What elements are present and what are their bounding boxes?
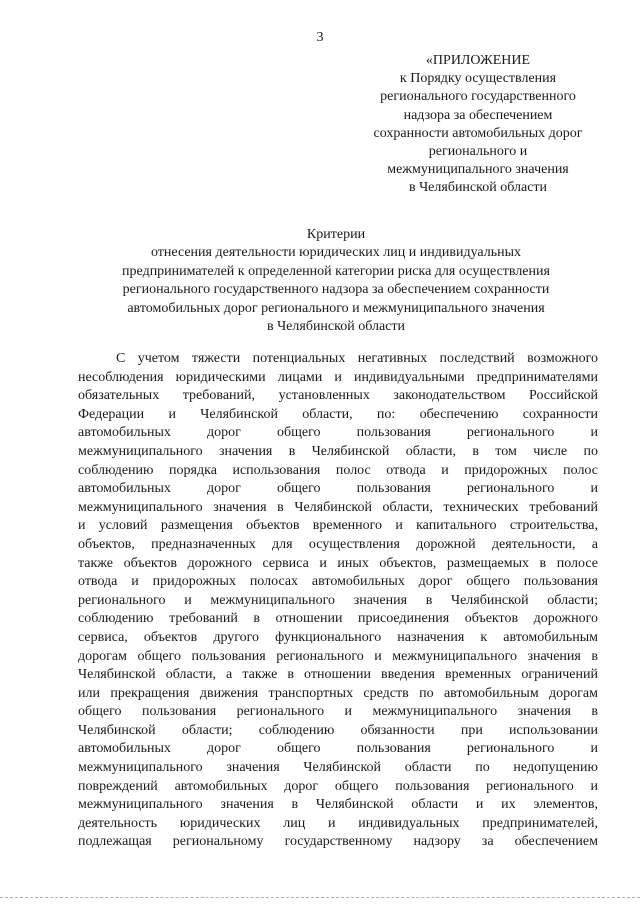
body-line: межмуниципального значения в Челябинской области, в том числе по: [78, 443, 598, 459]
criteria-line: отнесения деятельности юридических лиц и индивидуальных: [150, 245, 522, 261]
body-line: Челябинской области, а также в отношении введения временных ограничений: [78, 667, 598, 683]
body-paragraph: [78, 350, 598, 852]
body-line: автомобильных дорог общего пользования регионального и: [78, 741, 598, 757]
appendix-line: к Порядку осуществления: [399, 71, 557, 87]
criteria-title: [80, 226, 592, 336]
criteria-line: автомобильных дорог регионального и межмуниципального значения: [127, 300, 545, 316]
body-line: регионального и межмуниципального значения в Челябинской области;: [78, 592, 598, 608]
body-line: подлежащая региональному государственному надзору за обеспечением: [78, 834, 598, 850]
criteria-line: предпринимателей к определенной категории риска для осуществления: [122, 263, 550, 279]
body-line: общего пользования регионального и межмуниципального значения в: [78, 704, 598, 720]
body-line: межмуниципального значения в Челябинской области и их элементов,: [78, 797, 598, 813]
body-line: сервиса, объектов другого функционального назначения к автомобильным: [78, 629, 598, 645]
body-line: или прекращения движения транспортных средств по автомобильным дорогам: [78, 685, 598, 701]
body-line: автомобильных дорог общего пользования регионального и: [78, 425, 598, 441]
body-line: деятельность юридических лиц и индивидуальных предпринимателей,: [78, 815, 598, 831]
criteria-line: в Челябинской области: [266, 319, 406, 335]
body-line: также объектов дорожного сервиса и иных объектов, размещаемых в полосе: [78, 555, 598, 571]
body-line: несоблюдения юридическими лицами и индивидуальными предпринимателями: [78, 369, 598, 385]
appendix-line: межмуниципального значения: [387, 162, 569, 178]
body-line: соблюдению требований в отношении присоединения объектов дорожного: [78, 611, 598, 627]
page-number: 3: [316, 30, 324, 45]
appendix-line: «ПРИЛОЖЕНИЕ: [425, 53, 531, 68]
criteria-heading: Критерии: [306, 227, 366, 242]
appendix-line: регионального и: [428, 144, 528, 160]
appendix-line: надзора за обеспечением: [403, 107, 553, 123]
body-line: обязательных требований, установленных законодательством Российской: [78, 388, 598, 404]
criteria-line: регионального государственного надзора за обеспечением сохранности: [122, 282, 550, 298]
body-line: межмуниципального значения Челябинской области по недопущению: [78, 760, 598, 776]
appendix-line: в Челябинской области: [408, 180, 548, 196]
body-line: соблюдению порядка использования полос отвода и придорожных полос: [78, 462, 598, 478]
appendix-header: [352, 52, 604, 198]
body-line: межмуниципального значения в Челябинской области, технических требований: [78, 499, 598, 515]
body-line: повреждений автомобильных дорог общего пользования регионального и: [78, 778, 598, 794]
body-line: отвода и придорожных полосах автомобильных дорог общего пользования: [78, 574, 598, 590]
body-line: объектов, предназначенных для осуществления дорожной деятельности, а: [78, 536, 598, 552]
body-line: Челябинской области; соблюдению обязанности при использовании: [78, 722, 598, 738]
body-line: дорогам общего пользования регионального и межмуниципального значения в: [78, 648, 598, 664]
body-line: и условий размещения объектов временного и капитального строительства,: [78, 518, 598, 534]
appendix-line: регионального государственного: [380, 89, 576, 105]
appendix-line: сохранности автомобильных дорог: [373, 125, 583, 141]
body-line: С учетом тяжести потенциальных негативных последствий возможного: [116, 351, 598, 366]
body-line: Федерации и Челябинской области, по: обеспечению сохранности: [78, 406, 598, 422]
body-line: автомобильных дорог общего пользования регионального и: [78, 481, 598, 497]
scan-edge-divider: [0, 897, 640, 899]
